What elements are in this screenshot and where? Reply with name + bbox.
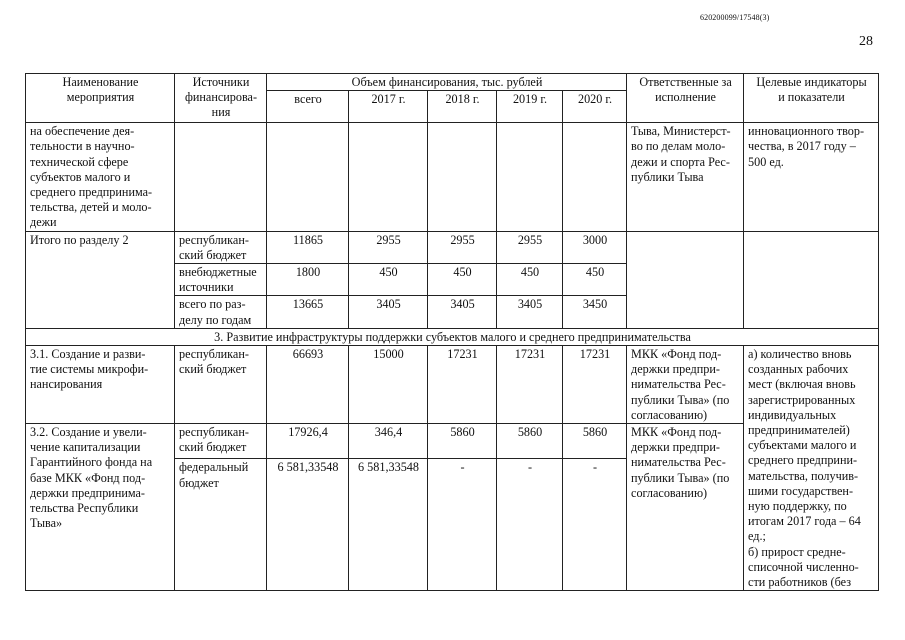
- value-2018: 3405: [428, 296, 497, 328]
- source-cell: всего по раз- делу по годам: [175, 296, 267, 328]
- value-total: 6 581,33548: [267, 459, 349, 591]
- financing-table: [25, 73, 879, 591]
- source-cell: федеральный бюджет: [175, 459, 267, 591]
- section-title-row: [26, 328, 879, 345]
- value-2019: 17231: [497, 346, 563, 424]
- col-header-name: Наименование мероприятия: [26, 74, 175, 123]
- item32-responsible: МКК «Фонд под- держки предпри- нимательства Рес- публики Тыва» (по согласованию): [627, 424, 744, 591]
- value-2018: 17231: [428, 346, 497, 424]
- page-number: 28: [859, 34, 873, 49]
- table-row: [26, 346, 879, 424]
- value-2019: 5860: [497, 424, 563, 459]
- source-cell: республикан- ский бюджет: [175, 231, 267, 263]
- col-header-2018: 2018 г.: [428, 91, 497, 123]
- value-total: 1800: [267, 264, 349, 296]
- value-2020: 17231: [563, 346, 627, 424]
- value-total: 66693: [267, 346, 349, 424]
- col-header-volume: Объем финансирования, тыс. рублей: [267, 74, 627, 91]
- col-header-indicators: Целевые индикаторы и показатели: [744, 74, 879, 123]
- col-header-2020: 2020 г.: [563, 91, 627, 123]
- value-2020: 3450: [563, 296, 627, 328]
- value-2018: -: [428, 459, 497, 591]
- continuation-name: на обеспечение дея- тельности в научно- технической сфере субъектов малого и среднего предпринима- тельства, детей и моло- дежи: [26, 123, 175, 231]
- continuation-indicators: инновационного твор- чества, в 2017 году – 500 ед.: [744, 123, 879, 231]
- item31-name: 3.1. Создание и разви- тие системы микрофи- нансирования: [26, 346, 175, 424]
- source-cell: внебюджетные источники: [175, 264, 267, 296]
- item32-name: 3.2. Создание и увели- чение капитализации Гарантийного фонда на базе МКК «Фонд под- держки предпринима- тельства Республики Тыва»: [26, 424, 175, 591]
- col-header-total: всего: [267, 91, 349, 123]
- continuation-responsible: Тыва, Министерст- во по делам моло- дежи и спорта Рес- публики Тыва: [627, 123, 744, 231]
- source-cell: республикан- ский бюджет: [175, 424, 267, 459]
- table-row: [26, 123, 879, 231]
- value-2018: 450: [428, 264, 497, 296]
- value-total: 13665: [267, 296, 349, 328]
- col-header-2017: 2017 г.: [349, 91, 428, 123]
- value-2020: -: [563, 459, 627, 591]
- value-2020: 3000: [563, 231, 627, 263]
- total-section2-name: Итого по разделу 2: [26, 231, 175, 328]
- value-2019: 3405: [497, 296, 563, 328]
- value-2017: 450: [349, 264, 428, 296]
- value-2017: 3405: [349, 296, 428, 328]
- col-header-2019: 2019 г.: [497, 91, 563, 123]
- col-header-sources: Источники финансирова- ния: [175, 74, 267, 123]
- value-2019: 450: [497, 264, 563, 296]
- table-header-row: [26, 74, 879, 91]
- value-2017: 346,4: [349, 424, 428, 459]
- value-2019: -: [497, 459, 563, 591]
- document-id: 620200099/17548(3): [700, 13, 770, 22]
- value-total: 17926,4: [267, 424, 349, 459]
- value-2018: 5860: [428, 424, 497, 459]
- value-2017: 6 581,33548: [349, 459, 428, 591]
- value-2017: 2955: [349, 231, 428, 263]
- item31-responsible: МКК «Фонд под- держки предпри- нимательства Рес- публики Тыва» (по согласованию): [627, 346, 744, 424]
- value-2020: 450: [563, 264, 627, 296]
- item31-indicators: а) количество вновь созданных рабочих мест (включая вновь зарегистрированных индивидуальных предпринимателей) субъектами малого и среднего предприни- мательства, получив- шими государствен- ную поддержку, по итогам 2017 года – 64 ед.; б) прирост средне- списочной численно- сти работников (без: [744, 346, 879, 591]
- section3-title: 3. Развитие инфраструктуры поддержки субъектов малого и среднего предпринимательства: [26, 328, 879, 345]
- value-total: 11865: [267, 231, 349, 263]
- value-2018: 2955: [428, 231, 497, 263]
- value-2020: 5860: [563, 424, 627, 459]
- table-row: [26, 231, 879, 263]
- value-2017: 15000: [349, 346, 428, 424]
- col-header-responsible: Ответственные за исполнение: [627, 74, 744, 123]
- value-2019: 2955: [497, 231, 563, 263]
- source-cell: республикан- ский бюджет: [175, 346, 267, 424]
